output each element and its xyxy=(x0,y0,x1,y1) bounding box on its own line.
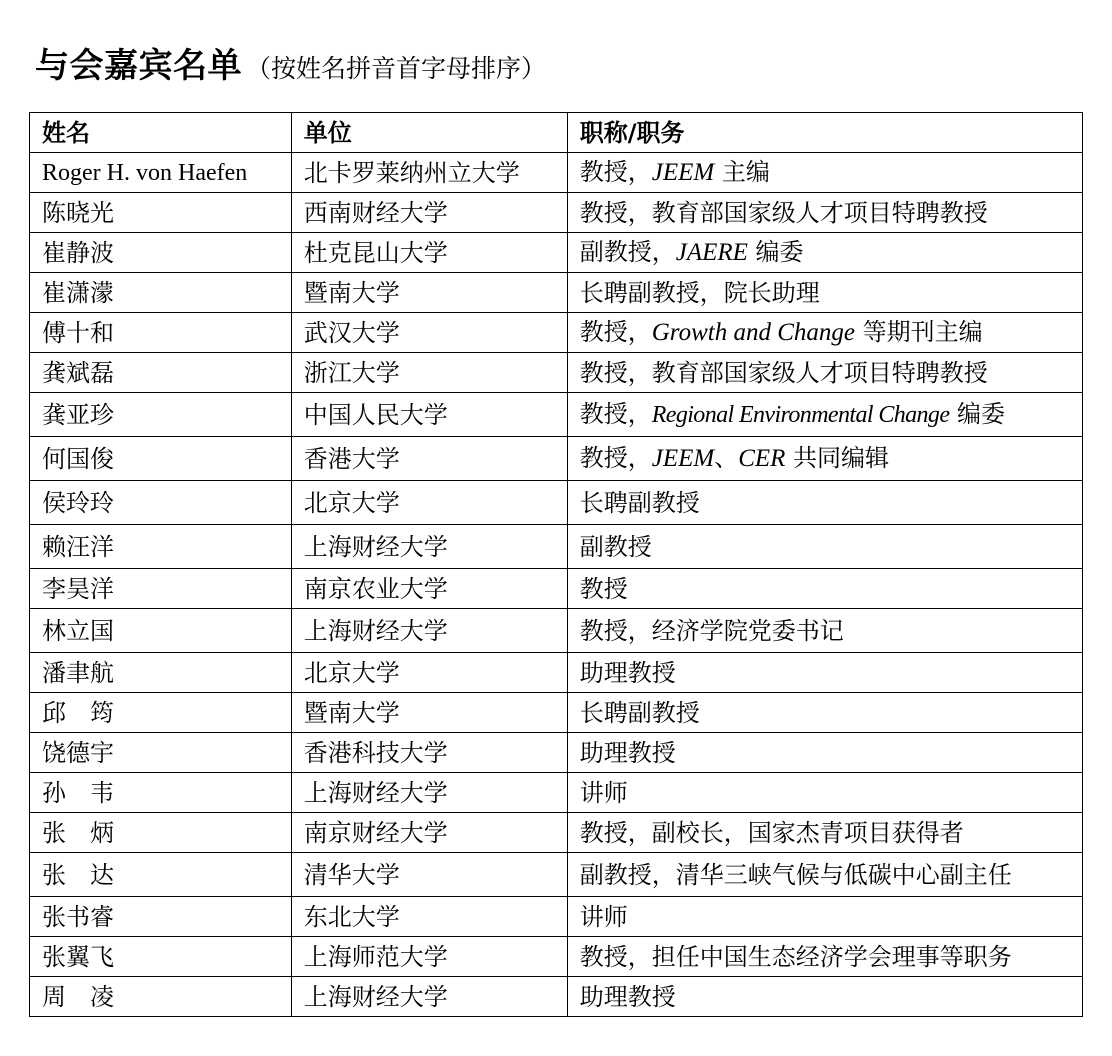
cell-org: 香港大学 xyxy=(291,437,567,481)
table-row xyxy=(30,353,1083,393)
cell-role: 教授，担任中国生态经济学会理事等职务 xyxy=(567,937,1082,977)
cell-role: 副教授 xyxy=(567,525,1082,569)
cell-name: Roger H. von Haefen xyxy=(30,153,292,193)
role-separator: 、 xyxy=(714,444,739,472)
cell-name: 周凌 xyxy=(30,977,292,1017)
cell-org: 上海财经大学 xyxy=(291,977,567,1017)
cell-name: 赖汪洋 xyxy=(30,525,292,569)
cell-org: 上海财经大学 xyxy=(291,525,567,569)
cell-name: 崔潇濛 xyxy=(30,273,292,313)
cell-role: 副教授，清华三峡气候与低碳中心副主任 xyxy=(567,853,1082,897)
role-text: 教授， xyxy=(579,158,652,186)
header-name: 姓名 xyxy=(30,113,292,153)
cell-role xyxy=(567,153,1082,193)
cell-org: 中国人民大学 xyxy=(291,393,567,437)
table-row xyxy=(30,393,1083,437)
cell-role: 教授 xyxy=(567,569,1082,609)
cell-org: 上海师范大学 xyxy=(291,937,567,977)
cell-role: 教授，教育部国家级人才项目特聘教授 xyxy=(567,353,1082,393)
cell-role: 助理教授 xyxy=(567,977,1082,1017)
cell-name: 李昊洋 xyxy=(30,569,292,609)
header-role: 职称/职务 xyxy=(567,113,1082,153)
cell-org: 浙江大学 xyxy=(291,353,567,393)
cell-name: 邱筠 xyxy=(30,693,292,733)
table-row xyxy=(30,569,1083,609)
page-subtitle: （按姓名拼音首字母排序） xyxy=(246,54,547,83)
cell-name: 饶德宇 xyxy=(30,733,292,773)
cell-org: 西南财经大学 xyxy=(291,193,567,233)
cell-org: 上海财经大学 xyxy=(291,773,567,813)
cell-name: 侯玲玲 xyxy=(30,481,292,525)
journal-name: Growth and Change xyxy=(651,319,855,346)
role-text: 主编 xyxy=(714,158,770,186)
cell-org: 清华大学 xyxy=(291,853,567,897)
document-heading xyxy=(35,38,546,87)
cell-org: 武汉大学 xyxy=(291,313,567,353)
cell-role xyxy=(567,313,1082,353)
journal-name: Regional Environmental Change xyxy=(651,402,950,428)
cell-org: 东北大学 xyxy=(291,897,567,937)
journal-name: JEEM xyxy=(651,445,715,472)
cell-role: 教授，副校长，国家杰青项目获得者 xyxy=(567,813,1082,853)
table-row xyxy=(30,437,1083,481)
role-text: 教授， xyxy=(579,318,652,346)
cell-role: 长聘副教授，院长助理 xyxy=(567,273,1082,313)
role-text: 编委 xyxy=(747,238,804,266)
cell-role xyxy=(567,233,1082,273)
cell-org: 北卡罗莱纳州立大学 xyxy=(291,153,567,193)
cell-name: 张达 xyxy=(30,853,292,897)
role-text: 编委 xyxy=(949,400,1006,428)
cell-role: 长聘副教授 xyxy=(567,481,1082,525)
table-row xyxy=(30,853,1083,897)
cell-name: 龚斌磊 xyxy=(30,353,292,393)
cell-name: 林立国 xyxy=(30,609,292,653)
cell-org: 杜克昆山大学 xyxy=(291,233,567,273)
table-row xyxy=(30,977,1083,1017)
role-text: 共同编辑 xyxy=(785,444,890,472)
table-row xyxy=(30,153,1083,193)
table-row xyxy=(30,313,1083,353)
table-row xyxy=(30,813,1083,853)
cell-role xyxy=(567,393,1082,437)
cell-name: 崔静波 xyxy=(30,233,292,273)
cell-name: 潘聿航 xyxy=(30,653,292,693)
cell-name: 张翼飞 xyxy=(30,937,292,977)
table-row xyxy=(30,937,1083,977)
table-header-row xyxy=(30,113,1083,153)
table-row xyxy=(30,193,1083,233)
cell-org: 南京财经大学 xyxy=(291,813,567,853)
role-text: 教授， xyxy=(579,400,652,428)
role-text: 等期刊主编 xyxy=(854,318,983,346)
guest-table xyxy=(29,112,1083,1017)
journal-name: JAERE xyxy=(675,239,748,266)
table-row xyxy=(30,273,1083,313)
cell-name: 傅十和 xyxy=(30,313,292,353)
table-row xyxy=(30,653,1083,693)
cell-role: 长聘副教授 xyxy=(567,693,1082,733)
cell-org: 上海财经大学 xyxy=(291,609,567,653)
cell-role xyxy=(567,437,1082,481)
cell-role: 教授，经济学院党委书记 xyxy=(567,609,1082,653)
cell-org: 香港科技大学 xyxy=(291,733,567,773)
cell-name: 龚亚珍 xyxy=(30,393,292,437)
journal-name: JEEM xyxy=(651,159,715,186)
table-row xyxy=(30,481,1083,525)
cell-org: 暨南大学 xyxy=(291,273,567,313)
page-title: 与会嘉宾名单 xyxy=(35,46,242,86)
cell-org: 暨南大学 xyxy=(291,693,567,733)
header-org: 单位 xyxy=(291,113,567,153)
cell-name: 张书睿 xyxy=(30,897,292,937)
cell-role: 助理教授 xyxy=(567,733,1082,773)
table-row xyxy=(30,609,1083,653)
cell-name: 陈晓光 xyxy=(30,193,292,233)
cell-name: 何国俊 xyxy=(30,437,292,481)
table-row xyxy=(30,773,1083,813)
cell-role: 讲师 xyxy=(567,897,1082,937)
table-row xyxy=(30,693,1083,733)
cell-org: 南京农业大学 xyxy=(291,569,567,609)
role-text: 教授， xyxy=(579,444,652,472)
role-text: 副教授， xyxy=(579,238,676,266)
table-row xyxy=(30,897,1083,937)
cell-name: 张炳 xyxy=(30,813,292,853)
cell-org: 北京大学 xyxy=(291,481,567,525)
journal-name: CER xyxy=(738,445,786,472)
table-row xyxy=(30,733,1083,773)
table-row xyxy=(30,233,1083,273)
cell-role: 助理教授 xyxy=(567,653,1082,693)
cell-role: 讲师 xyxy=(567,773,1082,813)
cell-name: 孙韦 xyxy=(30,773,292,813)
table-row xyxy=(30,525,1083,569)
cell-org: 北京大学 xyxy=(291,653,567,693)
cell-role: 教授，教育部国家级人才项目特聘教授 xyxy=(567,193,1082,233)
